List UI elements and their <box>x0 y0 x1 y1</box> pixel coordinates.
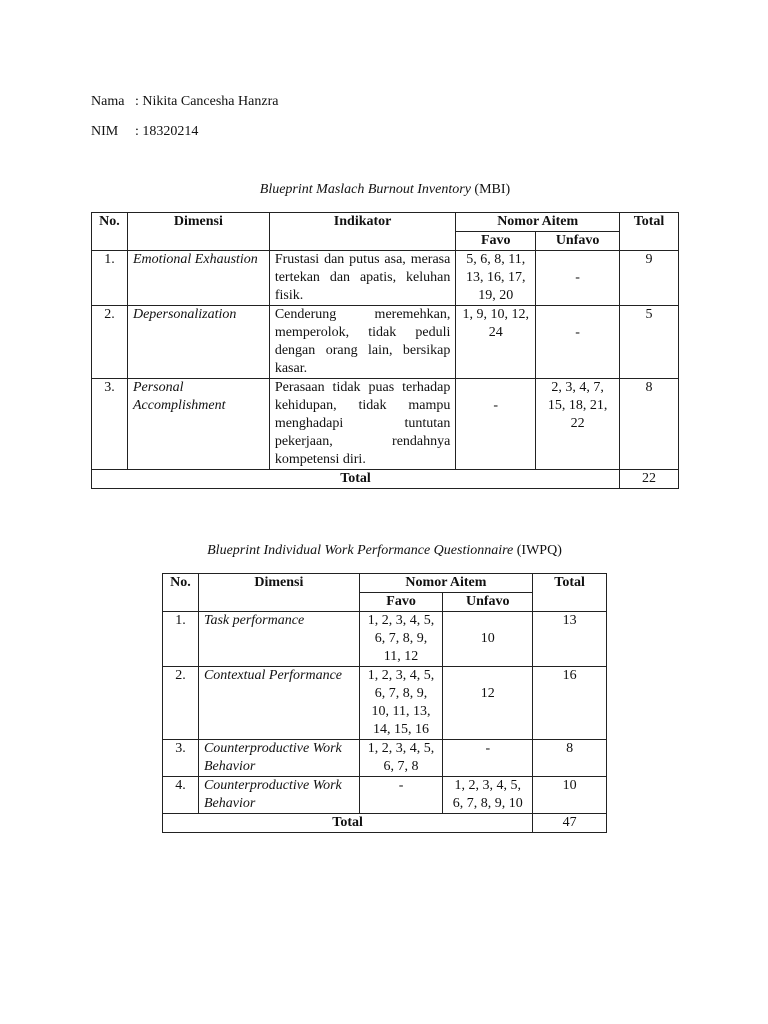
mbi-header-indikator: Indikator <box>269 213 456 251</box>
table-row <box>92 306 679 379</box>
row-total: 8 <box>620 379 679 470</box>
iwpq-caption-rest: (IWPQ) <box>513 543 562 558</box>
row-favo: 5, 6, 8, 11, 13, 16, 17, 19, 20 <box>456 251 536 306</box>
mbi-header-no: No. <box>92 213 128 251</box>
table-row <box>92 379 679 470</box>
nama-line <box>91 93 278 111</box>
row-dimensi: Counterproductive Work Behavior <box>198 777 359 814</box>
nim-value: : 18320214 <box>135 124 199 139</box>
mbi-header-dimensi: Dimensi <box>127 213 269 251</box>
mbi-caption-italic: Blueprint Maslach Burnout Inventory <box>259 182 471 197</box>
row-total: 9 <box>620 251 679 306</box>
mbi-total-label: Total <box>92 470 620 489</box>
row-dimensi: Personal Accomplishment <box>127 379 269 470</box>
row-unfavo: 1, 2, 3, 4, 5, 6, 7, 8, 9, 10 <box>443 777 533 814</box>
row-favo: - <box>359 777 443 814</box>
row-favo: 1, 2, 3, 4, 5, 6, 7, 8 <box>359 740 443 777</box>
row-dimensi: Depersonalization <box>127 306 269 379</box>
nama-value: : Nikita Cancesha Hanzra <box>135 94 279 109</box>
row-indikator: Perasaan tidak puas terhadap kehidupan, tidak mampu menghadapi tuntutan pekerjaan, rendahnya kompetensi diri. <box>269 379 456 470</box>
iwpq-total-value: 47 <box>533 814 607 833</box>
iwpq-header-no: No. <box>163 574 199 612</box>
iwpq-caption-italic: Blueprint Individual Work Performance Questionnaire <box>207 543 514 558</box>
iwpq-header-total: Total <box>533 574 607 612</box>
iwpq-header-favo: Favo <box>359 593 443 612</box>
row-unfavo: - <box>536 251 620 306</box>
row-no: 3. <box>163 740 199 777</box>
mbi-caption-rest: (MBI) <box>470 182 511 197</box>
nim-label: NIM <box>91 124 119 139</box>
row-favo: 1, 9, 10, 12, 24 <box>456 306 536 379</box>
table-total-row <box>163 814 607 833</box>
row-unfavo: 12 <box>443 667 533 740</box>
row-no: 3. <box>92 379 128 470</box>
row-dimensi: Contextual Performance <box>198 667 359 740</box>
row-favo: 1, 2, 3, 4, 5, 6, 7, 8, 9, 11, 12 <box>359 612 443 667</box>
table-row <box>163 667 607 740</box>
row-dimensi: Task performance <box>198 612 359 667</box>
iwpq-header-dimensi: Dimensi <box>198 574 359 612</box>
row-dimensi: Counterproductive Work Behavior <box>198 740 359 777</box>
iwpq-table <box>162 573 607 833</box>
row-indikator: Cenderung meremehkan, memperolok, tidak peduli dengan orang lain, bersikap kasar. <box>269 306 456 379</box>
mbi-header-unfavo: Unfavo <box>536 232 620 251</box>
iwpq-header-nomor-aitem: Nomor Aitem <box>359 574 532 593</box>
row-total: 5 <box>620 306 679 379</box>
nama-label: Nama <box>91 94 125 109</box>
mbi-total-value: 22 <box>620 470 679 489</box>
row-no: 2. <box>163 667 199 740</box>
iwpq-total-label: Total <box>163 814 533 833</box>
table-total-row <box>92 470 679 489</box>
mbi-header-favo: Favo <box>456 232 536 251</box>
row-unfavo: - <box>443 740 533 777</box>
row-no: 4. <box>163 777 199 814</box>
row-unfavo: - <box>536 306 620 379</box>
row-total: 10 <box>533 777 607 814</box>
table-row <box>92 251 679 306</box>
row-dimensi: Emotional Exhaustion <box>127 251 269 306</box>
row-no: 1. <box>92 251 128 306</box>
nim-line <box>91 123 198 141</box>
table-row <box>163 740 607 777</box>
mbi-table-caption <box>91 181 679 199</box>
row-favo: 1, 2, 3, 4, 5, 6, 7, 8, 9, 10, 11, 13, 14, 15, 16 <box>359 667 443 740</box>
table-row <box>163 777 607 814</box>
row-unfavo: 2, 3, 4, 7, 15, 18, 21, 22 <box>536 379 620 470</box>
iwpq-table-caption <box>162 542 607 560</box>
table-row <box>163 612 607 667</box>
row-total: 13 <box>533 612 607 667</box>
mbi-table <box>91 212 679 489</box>
row-total: 16 <box>533 667 607 740</box>
row-no: 2. <box>92 306 128 379</box>
row-favo: - <box>456 379 536 470</box>
iwpq-header-unfavo: Unfavo <box>443 593 533 612</box>
row-no: 1. <box>163 612 199 667</box>
row-unfavo: 10 <box>443 612 533 667</box>
row-total: 8 <box>533 740 607 777</box>
row-indikator: Frustasi dan putus asa, merasa tertekan dan apatis, keluhan fisik. <box>269 251 456 306</box>
mbi-header-nomor-aitem: Nomor Aitem <box>456 213 620 232</box>
mbi-header-total: Total <box>620 213 679 251</box>
